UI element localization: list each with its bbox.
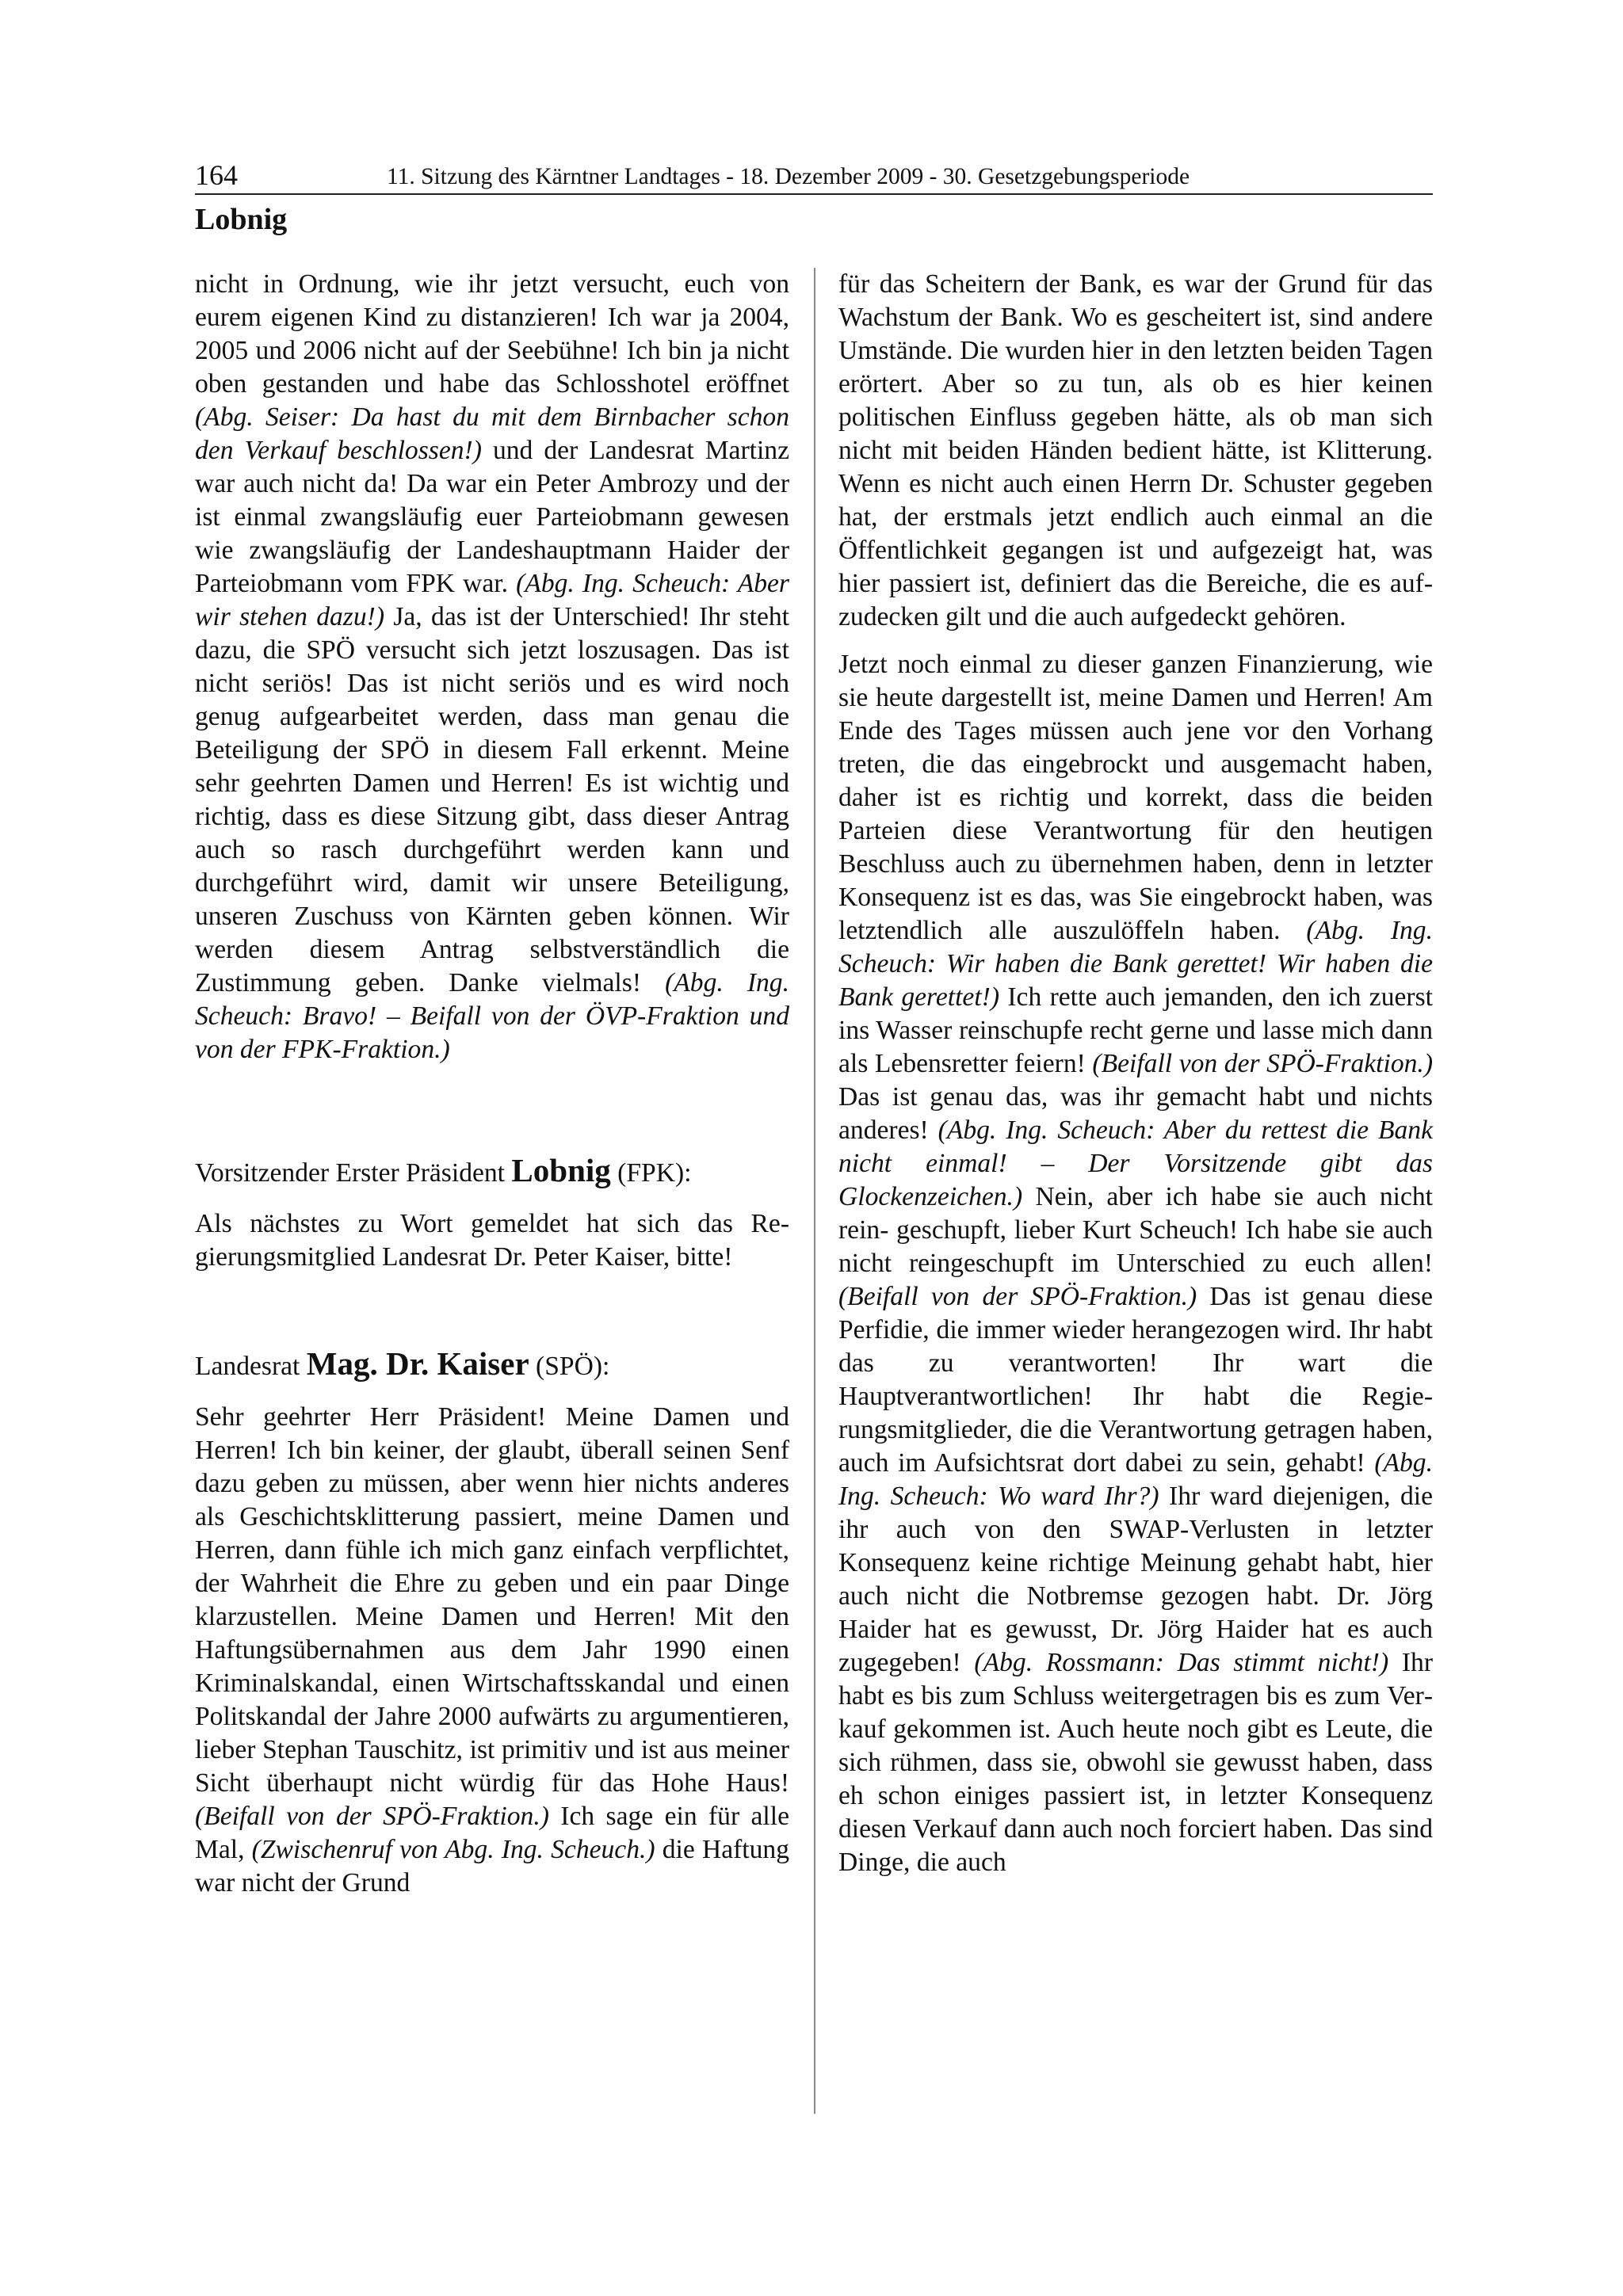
speech-text: und der Landesrat Martinz war auch nicht da! Da war ein Peter Ambrozy und der ist einmal zwangsläufig euer Parteiobmann gewesen wie zwangsläufig der Landeshauptmann Haider der Parteiobmann vom FPK war. — [195, 436, 789, 598]
interjection: (Beifall von der SPÖ-Fraktion.) — [838, 1282, 1197, 1311]
column-divider — [814, 268, 815, 2114]
paragraph: für das Scheitern der Bank, es war der Grund für das Wachstum der Bank. Wo es gescheitert ist, sind andere Umstände. Die wurden hier in den letzten beiden Tagen erörtert. Aber so zu tun, als ob es hier keinen politischen Einfluss gegeben hätte, als ob man sich nicht mit beiden Händen bedient hätte, ist Klitterung. Wenn es nicht auch einen Herrn Dr. Schuster gegeben hat, der erstmals jetzt endlich auch einmal an die Öffentlichkeit gegangen ist und aufgezeigt hat, was hier passiert ist, definiert das die Bereiche, die es aufzudecken gilt und die auch aufgedeckt gehören. — [838, 269, 1433, 631]
interjection: (Abg. Ing. Scheuch: Wir haben die Bank gerettet! Wir haben die Bank gerettet!) — [838, 916, 1433, 1012]
interjection: (Abg. Ing. Scheuch: Wo ward Ihr?) — [838, 1448, 1433, 1511]
speech-text: Ja, das ist der Unterschied! Ihr steht dazu, die SPÖ versucht sich jetzt loszusagen. Das ist nicht seriös! Das ist nicht seriös und es wird noch genug aufgearbeitet werden, dass man genau die Beteiligung der SPÖ in diesem Fall erkennt. Meine sehr geehrten Damen und Herren! Es ist wichtig und richtig, dass es diese Sitzung gibt, dass dieser Antrag auch so rasch durchgeführt werden kann und durchgeführt wird, damit wir unsere Beteiligung, unseren Zuschuss von Kärnten geben können. Wir werden diesem Antrag selbstverständlich die Zustimmung geben. Danke vielmals! — [195, 602, 789, 997]
paragraph — [195, 1401, 789, 1900]
speaker-prefix: Landesrat — [195, 1352, 307, 1381]
speech-text: Ich rette auch jemanden, den ich zuerst ins Wasser reinschupfe recht gerne und lasse mich dann als Lebensretter feiern! — [838, 982, 1433, 1078]
speaker-name: Mag. Dr. Kaiser — [306, 1345, 529, 1382]
speaker-heading — [195, 1154, 789, 1190]
speech-text: Das ist genau das, was ihr gemacht habt und nichts anderes! — [838, 1082, 1433, 1145]
interjection: (Zwischenruf von Abg. Ing. Scheuch.) — [251, 1835, 655, 1864]
speaker-party: (SPÖ): — [529, 1352, 610, 1381]
speech-text: Ich sage ein für alle Mal, — [195, 1802, 789, 1864]
paragraph: Als nächstes zu Wort gemeldet hat sich das Regierungsmitglied Landesrat Dr. Peter Kaiser, bitte! — [195, 1209, 789, 1272]
interjection: (Abg. Ing. Scheuch: Aber wir stehen dazu!) — [195, 569, 789, 631]
running-speaker-name: Lobnig — [195, 203, 288, 236]
speech-text: Jetzt noch einmal zu dieser ganzen Finanzierung, wie sie heute dargestellt ist, meine Damen und Herren! Am Ende des Tages müssen auch jene vor den Vorhang treten, die das eingebrockt und ausgemacht haben, daher ist es richtig und korrekt, dass die beiden Parteien diese Verantwortung für den heutigen Beschluss auch zu übernehmen haben, denn in letzter Konsequenz ist es das, was Sie eingebrockt haben, was letztendlich alle auszulöffeln haben. — [838, 650, 1433, 945]
left-column — [195, 268, 789, 1900]
page-number: 164 — [195, 159, 238, 191]
interjection: (Abg. Ing. Scheuch: Bravo! – Beifall von der ÖVP-Fraktion und von der FPK-Fraktion.) — [195, 968, 789, 1064]
speech-text: Ihr habt es bis zum Schluss weitergetragen bis es zum Verkauf gekommen ist. Auch heute noch gibt es Leute, die sich rühmen, dass sie, obwohl sie gewusst haben, dass eh schon einiges passiert ist, in letzter Konsequenz diesen Verkauf dann auch noch forciert haben. Das sind Dinge, die auch — [838, 1648, 1433, 1877]
paragraph — [838, 648, 1433, 1879]
interjection: (Abg. Ing. Scheuch: Aber du rettest die Bank nicht einmal! – Der Vorsitzende gibt das Glockenzeichen.) — [838, 1116, 1433, 1211]
page-header — [195, 157, 1433, 195]
speech-text: nicht in Ordnung, wie ihr jetzt versucht, euch von eurem eigenen Kind zu distanzieren! Ich war ja 2004, 2005 und 2006 nicht auf der Seebühne! Ich bin ja nicht oben gestanden und habe das Schlosshotel eröffnet — [195, 269, 789, 399]
speech-text: die Haftung war nicht der Grund — [195, 1835, 789, 1897]
speaker-heading — [195, 1347, 789, 1383]
interjection: (Abg. Seiser: Da hast du mit dem Birnbacher schon den Verkauf beschlossen!) — [195, 402, 789, 465]
paragraph — [195, 268, 789, 1066]
speaker-party: (FPK): — [610, 1158, 692, 1188]
interjection: (Beifall von der SPÖ-Fraktion.) — [195, 1802, 549, 1831]
speech-text: Nein, aber ich habe sie auch nicht rein- geschupft, lieber Kurt Scheuch! Ich habe sie auch nicht reingeschupft im Unterschied zu euch allen! — [838, 1182, 1433, 1278]
header-title: 11. Sitzung des Kärntner Landtages - 18. Dezember 2009 - 30. Gesetzgebungsperiode — [387, 164, 1190, 189]
interjection: (Beifall von der SPÖ-Fraktion.) — [1092, 1049, 1433, 1078]
interjection: (Abg. Rossmann: Das stimmt nicht!) — [974, 1648, 1389, 1677]
speech-text: Das ist genau diese Perfidie, die immer wieder herangezogen wird. Ihr habt das zu verantworten! Ihr wart die Hauptverantwortlichen! Ihr habt die Regierungsmitglieder, die die Verantwortung getragen haben, auch im Aufsichtsrat dort dabei zu sein, gehabt! — [838, 1282, 1433, 1478]
speech-text: Ihr ward diejenigen, die ihr auch von den SWAP-Verlusten in letzter Konsequenz keine richtige Meinung gehabt habt, hier auch nicht die Notbremse gezogen habt. Dr. Jörg Haider hat es gewusst, Dr. Jörg Haider hat es auch zugegeben! — [838, 1482, 1434, 1677]
speaker-name: Lobnig — [511, 1152, 611, 1188]
right-column — [838, 268, 1433, 1879]
speaker-prefix: Vorsitzender Erster Präsident — [195, 1158, 512, 1188]
speech-text: Sehr geehrter Herr Präsident! Meine Damen und Herren! Ich bin keiner, der glaubt, überall seinen Senf dazu geben zu müssen, aber wenn hier nichts anderes als Geschichtsklitterung passiert, meine Damen und Herren, dann fühle ich mich ganz einfach verpflichtet, der Wahrheit die Ehre zu geben und ein paar Dinge klarzustellen. Meine Damen und Herren! Mit den Haftungsübernahmen aus dem Jahr 1990 einen Kriminalskandal, einen Wirtschaftsskandal und einen Politskandal der Jahre 2000 aufwärts zu argumentieren, lieber Stephan Tauschitz, ist primitiv und ist aus meiner Sicht überhaupt nicht würdig für das Hohe Haus! — [195, 1402, 789, 1798]
